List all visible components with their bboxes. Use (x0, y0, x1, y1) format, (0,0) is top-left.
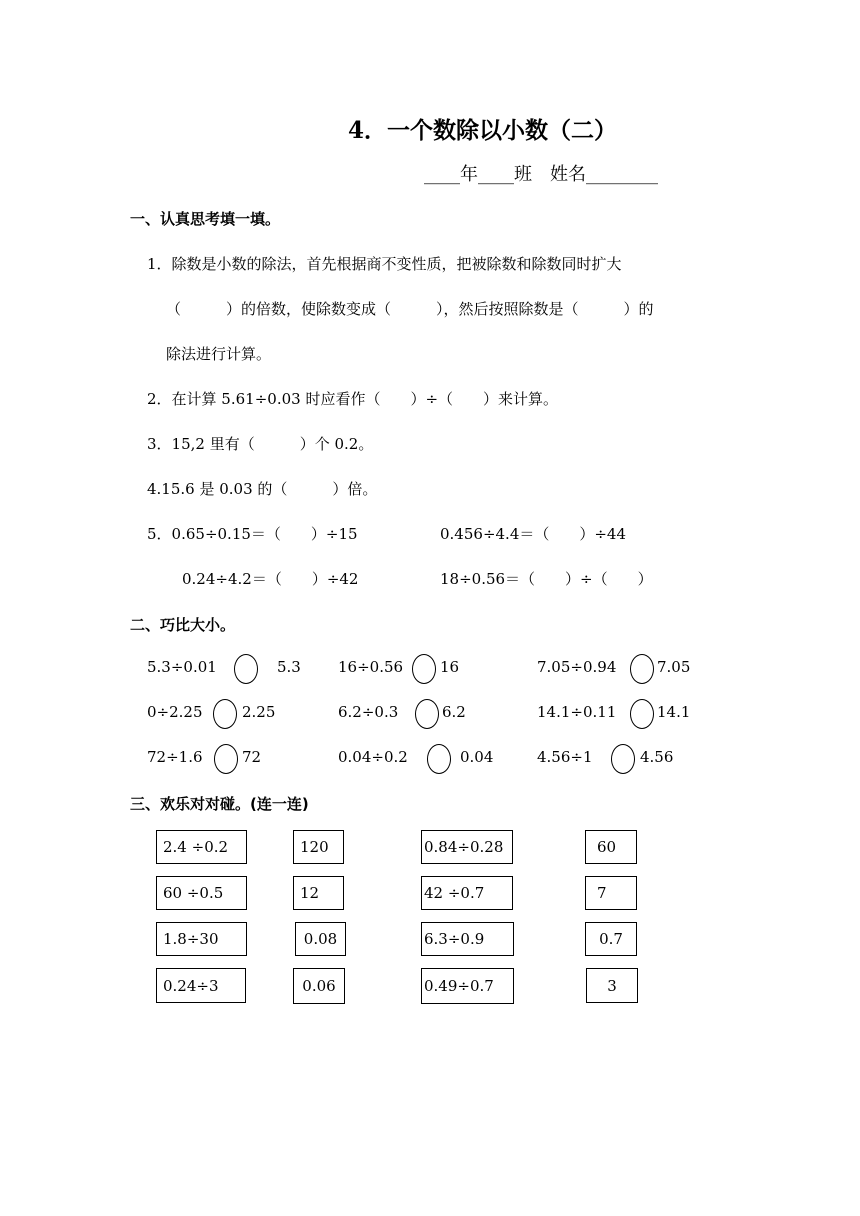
question-1-line-2: （ ）的倍数，使除数变成（ ），然后按照除数是（ ）的 (166, 300, 654, 318)
compare-left: 7.05÷0.94 (537, 658, 617, 676)
section-heading-compare: 二、巧比大小。 (130, 616, 236, 634)
question-5b-left: 0.24÷4.2＝（ ）÷42 (182, 570, 359, 588)
question-1-line-1: 1．除数是小数的除法，首先根据商不变性质，把被除数和除数同时扩大 (147, 255, 622, 273)
section-heading-fill-in: 一、认真思考填一填。 (130, 210, 281, 228)
match-expression-box[interactable]: 42 ÷0.7 (421, 876, 513, 910)
compare-right: 0.04 (460, 748, 494, 766)
match-answer-box[interactable]: 12 (293, 876, 344, 910)
compare-left: 14.1÷0.11 (537, 703, 617, 721)
compare-right: 4.56 (640, 748, 674, 766)
compare-left: 5.3÷0.01 (147, 658, 217, 676)
match-expression-box[interactable]: 0.24÷3 (156, 968, 246, 1003)
compare-circle[interactable] (415, 699, 439, 729)
match-expression-box[interactable]: 0.84÷0.28 (421, 830, 513, 864)
class-name-line: ____年____班 姓名________ (424, 164, 658, 185)
compare-circle[interactable] (630, 654, 654, 684)
question-5a-left: 5．0.65÷0.15＝（ ）÷15 (147, 525, 358, 543)
compare-left: 0÷2.25 (147, 703, 203, 721)
compare-circle[interactable] (412, 654, 436, 684)
compare-circle[interactable] (427, 744, 451, 774)
compare-right: 16 (440, 658, 460, 676)
compare-left: 4.56÷1 (537, 748, 593, 766)
question-4: 4.15.6 是 0.03 的（ ）倍。 (147, 480, 378, 498)
question-1-line-3: 除法进行计算。 (166, 345, 272, 363)
question-5a-right: 0.456÷4.4＝（ ）÷44 (440, 525, 627, 543)
match-expression-box[interactable]: 60 ÷0.5 (156, 876, 247, 910)
match-answer-box[interactable]: 0.08 (295, 922, 346, 956)
compare-right: 2.25 (242, 703, 276, 721)
match-expression-box[interactable]: 0.49÷0.7 (421, 968, 514, 1004)
match-answer-box[interactable]: 60 (585, 830, 637, 864)
compare-circle[interactable] (611, 744, 635, 774)
question-5b-right: 18÷0.56＝（ ）÷（ ） (440, 570, 653, 588)
match-answer-box[interactable]: 0.06 (293, 968, 345, 1004)
compare-left: 72÷1.6 (147, 748, 203, 766)
match-answer-box[interactable]: 7 (585, 876, 637, 910)
page-title: 4．一个数除以小数（二） (348, 117, 618, 144)
match-expression-box[interactable]: 6.3÷0.9 (421, 922, 514, 956)
compare-circle[interactable] (234, 654, 258, 684)
match-expression-box[interactable]: 1.8÷30 (156, 922, 247, 956)
question-2: 2．在计算 5.61÷0.03 时应看作（ ）÷（ ）来计算。 (147, 390, 559, 408)
match-answer-box[interactable]: 3 (586, 968, 638, 1003)
compare-left: 6.2÷0.3 (338, 703, 399, 721)
match-expression-box[interactable]: 2.4 ÷0.2 (156, 830, 247, 864)
match-answer-box[interactable]: 120 (293, 830, 344, 864)
compare-right: 5.3 (277, 658, 301, 676)
compare-right: 14.1 (657, 703, 691, 721)
compare-right: 72 (242, 748, 262, 766)
match-answer-box[interactable]: 0.7 (585, 922, 637, 956)
compare-left: 16÷0.56 (338, 658, 404, 676)
compare-right: 6.2 (442, 703, 466, 721)
section-heading-match: 三、欢乐对对碰。(连一连) (130, 795, 309, 813)
compare-circle[interactable] (630, 699, 654, 729)
compare-left: 0.04÷0.2 (338, 748, 408, 766)
compare-right: 7.05 (657, 658, 691, 676)
question-3: 3．15,2 里有（ ）个 0.2。 (147, 435, 374, 453)
compare-circle[interactable] (214, 744, 238, 774)
compare-circle[interactable] (213, 699, 237, 729)
